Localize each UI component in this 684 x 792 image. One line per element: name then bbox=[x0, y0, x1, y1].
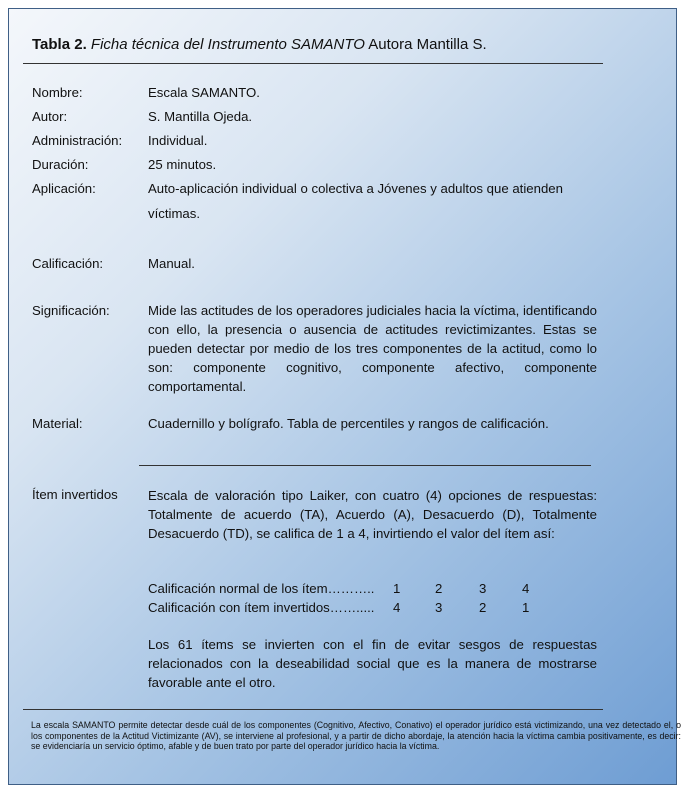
inverted-score-4: 1 bbox=[522, 600, 530, 615]
value-significacion: Mide las actitudes de los operadores judiciales hacia la víctima, identificando con ello, la presencia o ausencia de actitudes revictimizantes. Estas se pueden detectar por medio de los tres componentes de la actitud, como lo son: componente cognitivo, componente afectivo, componente comportamental. bbox=[148, 303, 597, 394]
value-items-intro: Escala de valoración tipo Laiker, con cuatro (4) opciones de respuestas: Totalmente de acuerdo (TA), Acuerdo (A), Desacuerdo (D), Totalmente Desacuerdo (TD), se califica de 1 a 4, invirtiendo el valor del ítem así: bbox=[148, 488, 597, 541]
title-number: Tabla 2. bbox=[32, 36, 87, 53]
normal-score-1: 1 bbox=[393, 581, 401, 596]
label-calificacion: Calificación: bbox=[32, 256, 104, 271]
inverted-score-label: Calificación con ítem invertidos……..... bbox=[148, 600, 375, 615]
title-author: Autora Mantilla S. bbox=[368, 36, 487, 53]
normal-score-4: 4 bbox=[522, 581, 530, 596]
normal-score-2: 2 bbox=[435, 581, 443, 596]
table-frame bbox=[8, 8, 681, 785]
value-items-closing: Los 61 ítems se invierten con el fin de evitar sesgos de respuestas relacionados con la deseabilidad social que es la manera de mostrarse favorable ante el otro. bbox=[148, 637, 597, 690]
inverted-score-3: 2 bbox=[479, 600, 487, 615]
label-items: Ítem invertidos bbox=[32, 487, 118, 502]
label-duracion: Duración: bbox=[32, 157, 89, 172]
value-material: Cuadernillo y bolígrafo. Tabla de percentiles y rangos de calificación. bbox=[148, 416, 549, 431]
title-divider bbox=[23, 63, 603, 64]
value-aplicacion: Auto-aplicación individual o colectiva a Jóvenes y adultos que atienden víctimas. bbox=[148, 181, 563, 221]
label-administracion: Administración: bbox=[32, 133, 123, 148]
label-nombre: Nombre: bbox=[32, 85, 83, 100]
value-calificacion: Manual. bbox=[148, 256, 195, 271]
value-administracion: Individual. bbox=[148, 133, 208, 148]
label-material: Material: bbox=[32, 416, 83, 431]
value-nombre: Escala SAMANTO. bbox=[148, 85, 260, 100]
footnote: La escala SAMANTO permite detectar desde cuál de los componentes (Cognitivo, Afectivo, Conativo) el operador jurídico está victimizando, una vez detectado el, o los componentes de la Actitud Victimizante (AV), se interviene al profesional, y a partir de dicho abordaje, la atención hacia la víctima cambia positivamente, es decir: se evidenciaría un servicio óptimo, afable y de buen trato por parte del operador jurídico hacia la víctima. bbox=[31, 720, 681, 752]
footnote-divider bbox=[23, 709, 603, 710]
label-autor: Autor: bbox=[32, 109, 68, 124]
inverted-score-2: 3 bbox=[435, 600, 443, 615]
normal-score-3: 3 bbox=[479, 581, 487, 596]
title-italic: Ficha técnica del Instrumento SAMANTO bbox=[90, 36, 365, 53]
label-significacion: Significación: bbox=[32, 303, 110, 318]
table-title bbox=[32, 36, 487, 53]
value-duracion: 25 minutos. bbox=[148, 157, 217, 172]
value-autor: S. Mantilla Ojeda. bbox=[148, 109, 253, 124]
label-aplicacion: Aplicación: bbox=[32, 181, 96, 196]
normal-score-label: Calificación normal de los ítem……….. bbox=[148, 581, 375, 596]
inverted-score-1: 4 bbox=[393, 600, 401, 615]
items-divider bbox=[139, 465, 591, 466]
